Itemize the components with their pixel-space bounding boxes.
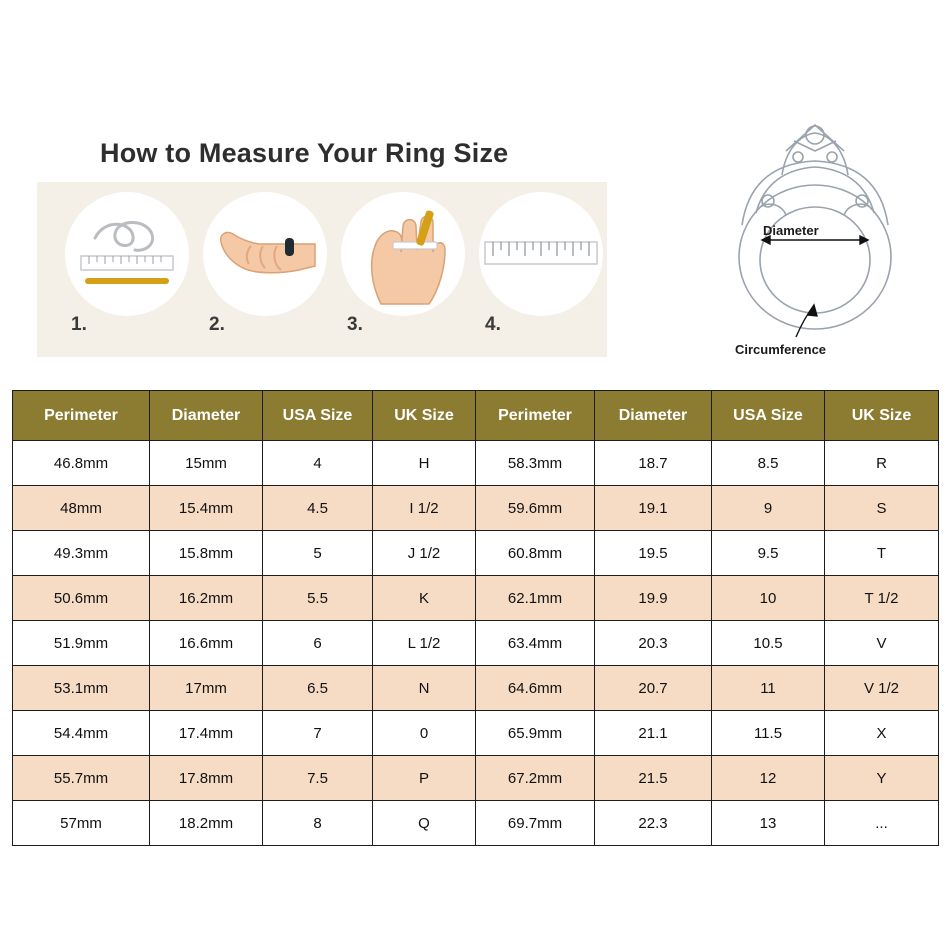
- diameter-label: Diameter: [763, 223, 819, 238]
- ring-diagram: [690, 105, 940, 375]
- cell: 15.8mm: [150, 531, 263, 576]
- cell: 17mm: [150, 666, 263, 711]
- cell: 19.9: [595, 576, 712, 621]
- cell: 7.5: [263, 756, 373, 801]
- table-row: [13, 621, 939, 666]
- cell: 51.9mm: [13, 621, 150, 666]
- col-header-perimeter-1: Perimeter: [13, 391, 150, 441]
- step-4-number: 4.: [485, 314, 501, 335]
- step-3: [337, 192, 471, 354]
- ring-size-table: [12, 390, 939, 846]
- table-row: [13, 486, 939, 531]
- col-header-usa-size-2: USA Size: [712, 391, 825, 441]
- cell: 21.5: [595, 756, 712, 801]
- cell: 50.6mm: [13, 576, 150, 621]
- cell: 5: [263, 531, 373, 576]
- table-row: [13, 531, 939, 576]
- table-row: [13, 576, 939, 621]
- cell: 69.7mm: [476, 801, 595, 846]
- cell: 21.1: [595, 711, 712, 756]
- cell: 4.5: [263, 486, 373, 531]
- cell: 17.8mm: [150, 756, 263, 801]
- cell: 11.5: [712, 711, 825, 756]
- cell: I 1/2: [373, 486, 476, 531]
- cell: 10.5: [712, 621, 825, 666]
- step-1: [61, 192, 195, 354]
- cell: 6: [263, 621, 373, 666]
- col-header-diameter-1: Diameter: [150, 391, 263, 441]
- table-header-row: [13, 391, 939, 441]
- cell: 9.5: [712, 531, 825, 576]
- col-header-perimeter-2: Perimeter: [476, 391, 595, 441]
- cell: 46.8mm: [13, 441, 150, 486]
- ruler-icon: [479, 192, 603, 316]
- hand-with-paper-strip-icon: [341, 192, 465, 316]
- cell: 15.4mm: [150, 486, 263, 531]
- cell: V: [825, 621, 939, 666]
- steps-panel: [37, 182, 607, 357]
- cell: 5.5: [263, 576, 373, 621]
- table-row: [13, 441, 939, 486]
- cell: 64.6mm: [476, 666, 595, 711]
- cell: 6.5: [263, 666, 373, 711]
- cell: 62.1mm: [476, 576, 595, 621]
- cell: K: [373, 576, 476, 621]
- cell: X: [825, 711, 939, 756]
- circumference-label: Circumference: [735, 342, 827, 357]
- cell: 16.2mm: [150, 576, 263, 621]
- table-row: [13, 666, 939, 711]
- cell: 10: [712, 576, 825, 621]
- cell: 4: [263, 441, 373, 486]
- cell: 63.4mm: [476, 621, 595, 666]
- cell: 57mm: [13, 801, 150, 846]
- cell: ...: [825, 801, 939, 846]
- cell: 48mm: [13, 486, 150, 531]
- measure-guide-section: [0, 0, 950, 385]
- cell: 22.3: [595, 801, 712, 846]
- cell: 11: [712, 666, 825, 711]
- string-and-ruler-icon: [65, 192, 189, 316]
- cell: Y: [825, 756, 939, 801]
- cell: 18.2mm: [150, 801, 263, 846]
- cell: P: [373, 756, 476, 801]
- step-4: [475, 192, 609, 354]
- cell: 13: [712, 801, 825, 846]
- cell: 60.8mm: [476, 531, 595, 576]
- pointing-hand-with-ring-icon: [203, 192, 327, 316]
- step-3-number: 3.: [347, 314, 363, 335]
- cell: N: [373, 666, 476, 711]
- step-2-number: 2.: [209, 314, 225, 335]
- step-2: [199, 192, 333, 354]
- cell: L 1/2: [373, 621, 476, 666]
- cell: 54.4mm: [13, 711, 150, 756]
- cell: 16.6mm: [150, 621, 263, 666]
- col-header-uk-size-1: UK Size: [373, 391, 476, 441]
- cell: 7: [263, 711, 373, 756]
- cell: 18.7: [595, 441, 712, 486]
- cell: S: [825, 486, 939, 531]
- cell: 20.3: [595, 621, 712, 666]
- cell: 65.9mm: [476, 711, 595, 756]
- cell: 49.3mm: [13, 531, 150, 576]
- cell: 15mm: [150, 441, 263, 486]
- cell: 12: [712, 756, 825, 801]
- cell: 59.6mm: [476, 486, 595, 531]
- table-row: [13, 711, 939, 756]
- cell: 19.5: [595, 531, 712, 576]
- col-header-diameter-2: Diameter: [595, 391, 712, 441]
- cell: R: [825, 441, 939, 486]
- cell: Q: [373, 801, 476, 846]
- cell: 17.4mm: [150, 711, 263, 756]
- col-header-usa-size-1: USA Size: [263, 391, 373, 441]
- cell: T 1/2: [825, 576, 939, 621]
- cell: H: [373, 441, 476, 486]
- cell: 0: [373, 711, 476, 756]
- cell: T: [825, 531, 939, 576]
- page-title: How to Measure Your Ring Size: [100, 138, 509, 168]
- col-header-uk-size-2: UK Size: [825, 391, 939, 441]
- cell: 9: [712, 486, 825, 531]
- cell: 20.7: [595, 666, 712, 711]
- cell: 8.5: [712, 441, 825, 486]
- cell: 53.1mm: [13, 666, 150, 711]
- cell: V 1/2: [825, 666, 939, 711]
- ring-side-view-icon: [690, 105, 940, 375]
- cell: J 1/2: [373, 531, 476, 576]
- cell: 8: [263, 801, 373, 846]
- cell: 55.7mm: [13, 756, 150, 801]
- table-row: [13, 756, 939, 801]
- cell: 58.3mm: [476, 441, 595, 486]
- cell: 67.2mm: [476, 756, 595, 801]
- step-1-number: 1.: [71, 314, 87, 335]
- cell: 19.1: [595, 486, 712, 531]
- table-row: [13, 801, 939, 846]
